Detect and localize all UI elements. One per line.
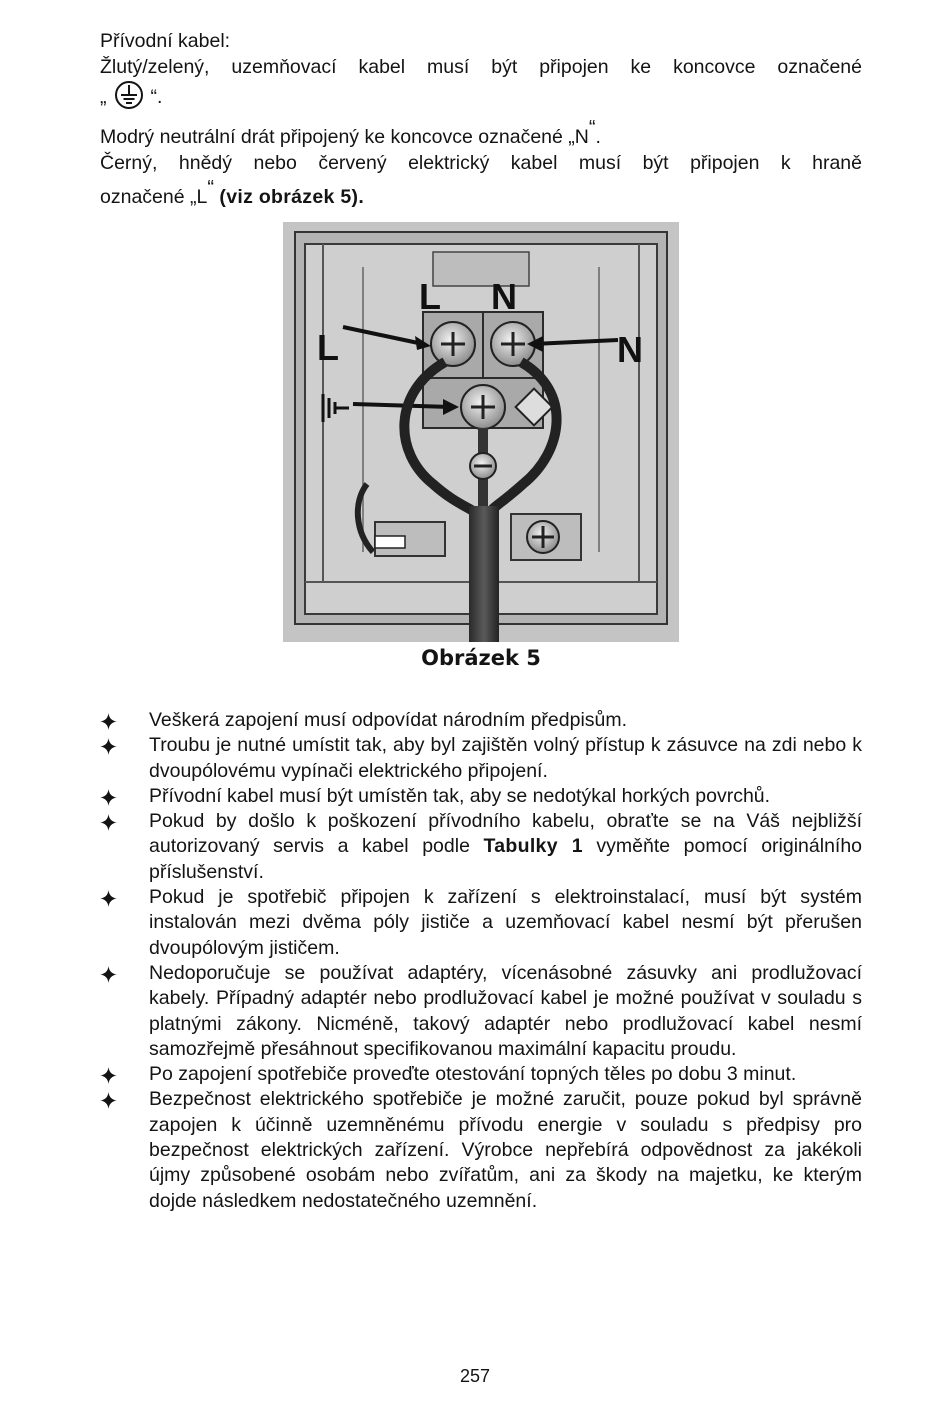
- bullet-icon: [100, 1067, 117, 1084]
- phase-wire-text: Černý, hnědý nebo červený elektrický kabel musí být připojen k hraně: [100, 152, 862, 174]
- bullet-icon: [100, 713, 117, 730]
- list-item: Pokud je spotřebič připojen k zařízení s elektroinstalací, musí být systém instalován mezi dvěma póly jističe a uzemňovací kabel nesmí být přerušen dvoupólovým jističem.: [100, 885, 862, 961]
- bullet-icon: [100, 814, 117, 831]
- safety-bullet-list: [100, 708, 862, 1214]
- neutral-wire-text: Modrý neutrální drát připojený ke koncovce označené „N“.: [100, 117, 601, 148]
- bullet-icon: [100, 966, 117, 983]
- list-item: Bezpečnost elektrického spotřebiče je možné zaručit, pouze pokud byl správně zapojen k účinně uzemněnému přívodu energie v souladu s předpisy pro bezpečnost elektrických zařízení. Výrobce nepřebírá odpovědnost za jakékoli újmy způsobené osobám nebo zvířatům, ani za škody na majetku, ke kterým dojde následkem nedostatečného uzemnění.: [100, 1087, 862, 1213]
- label-N-top: N: [491, 276, 517, 317]
- list-item: Nedoporučuje se používat adaptéry, vícenásobné zásuvky ani prodlužovací kabely. Případný adaptér nebo prodlužovací kabel je možné používat v souladu s platnými zákony. Nicméně, takový adaptér nebo prodlužovací kabel nesmí samozřejmě přesáhnout specifikovanou maximální kapacitu proudu.: [100, 961, 862, 1062]
- label-L-side: L: [317, 327, 339, 368]
- bullet-icon: [100, 789, 117, 806]
- table-reference: Tabulky 1: [483, 835, 583, 858]
- page-number: 257: [459, 1366, 491, 1386]
- list-item: Pokud by došlo k poškození přívodního kabelu, obraťte se na Váš nejbližší autorizovaný servis a kabel podle Tabulky 1 vyměňte pomocí originálního příslušenství.: [100, 809, 862, 885]
- list-item: Po zapojení spotřebiče proveďte otestování topných těles po dobu 3 minut.: [100, 1062, 862, 1087]
- list-item: Přívodní kabel musí být umístěn tak, aby se nedotýkal horkých povrchů.: [100, 784, 862, 809]
- terminal-block-photo: [283, 222, 679, 642]
- ground-icon: [107, 80, 151, 110]
- ground-wire-text: Žlutý/zelený, uzemňovací kabel musí být připojen ke koncovce označené: [100, 56, 862, 78]
- label-N-side: N: [617, 329, 643, 370]
- bullet-icon: [100, 890, 117, 907]
- list-item: Troubu je nutné umístit tak, aby byl zajištěn volný přístup k zásuvce na zdi nebo k dvoupólovému vypínači elektrického připojení.: [100, 733, 862, 784]
- list-item: Veškerá zapojení musí odpovídat národním předpisům.: [100, 708, 862, 733]
- intro-section: [100, 28, 862, 210]
- label-L-top: L: [419, 276, 441, 317]
- bullet-icon: [100, 1092, 117, 1109]
- phase-wire-text-2: označené „L“ (viz obrázek 5).: [100, 177, 365, 208]
- bullet-icon: [100, 738, 117, 755]
- ground-symbol-line: „ “.: [100, 80, 862, 110]
- intro-heading: Přívodní kabel:: [100, 30, 231, 52]
- figure-caption: Obrázek 5: [421, 646, 541, 670]
- figure-reference: (viz obrázek 5): [219, 186, 359, 208]
